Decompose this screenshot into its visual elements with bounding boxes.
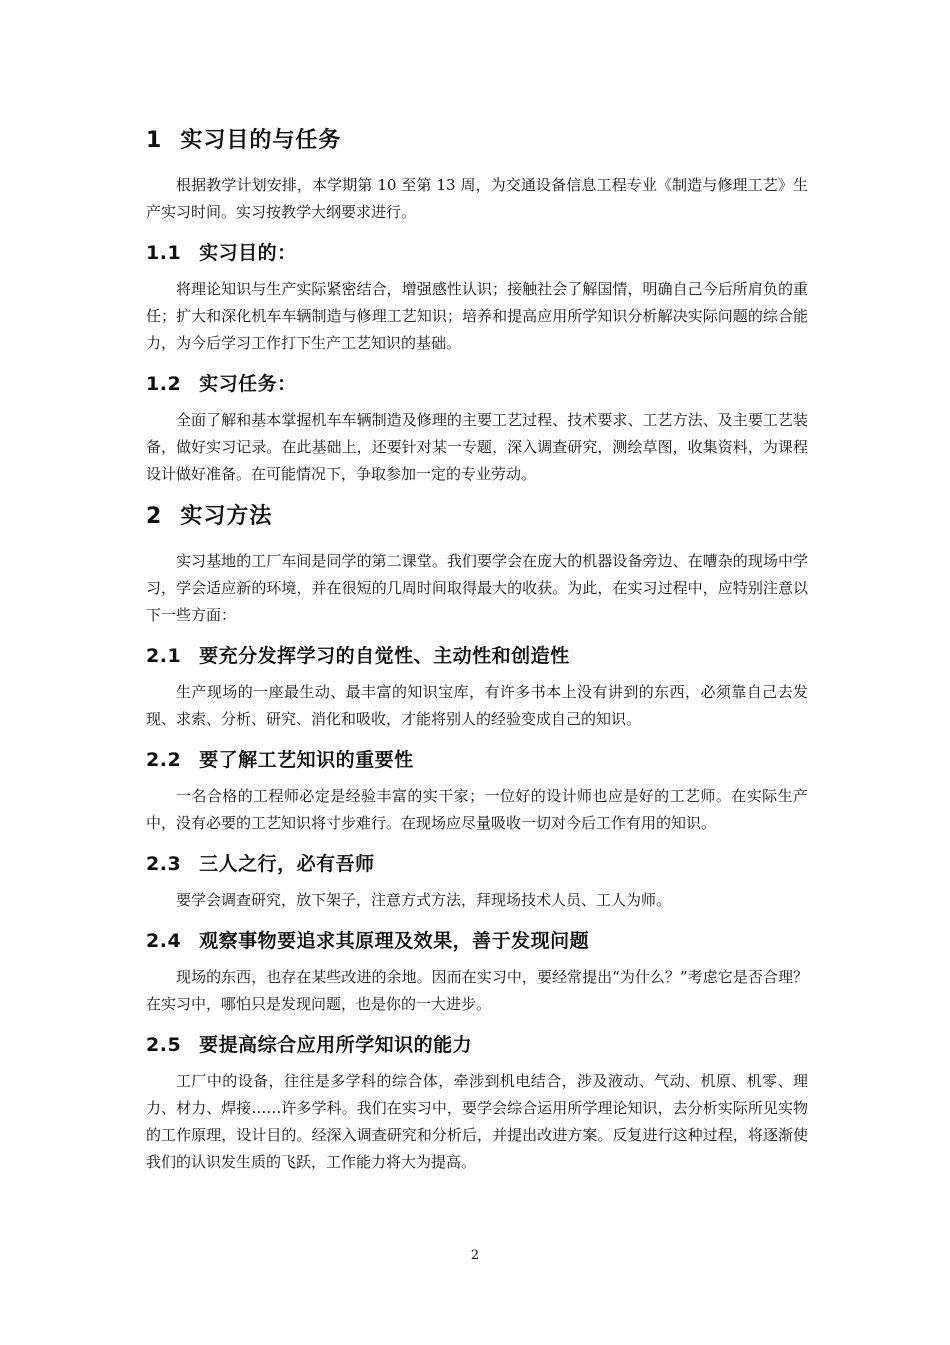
section-number: 1.1 bbox=[146, 242, 182, 264]
paragraph: 工厂中的设备，往往是多学科的综合体，牵涉到机电结合，涉及液动、气动、机原、机零、理力、材力、焊接……许多学科。我们在实习中，要学会综合运用所学理论知识，去分析实际所见实物的工作原理，设计目的。经深入调查研究和分析后，并提出改进方案。反复进行这种过程，将逐渐使我们的认识发生质的飞跃，工作能力将大为提高。 bbox=[146, 1072, 808, 1171]
paragraph: 一名合格的工程师必定是经验丰富的实干家；一位好的设计师也应是好的工艺师。在实际生产中，没有必要的工艺知识将寸步难行。在现场应尽量吸收一切对今后工作有用的知识。 bbox=[146, 787, 808, 832]
paragraph: 实习基地的工厂车间是同学的第二课堂。我们要学会在庞大的机器设备旁边、在嘈杂的现场中学习，学会适应新的环境，并在很短的几周时间取得最大的收获。为此，在实习过程中，应特别注意以下一些方面： bbox=[146, 552, 808, 624]
section-heading-2-3 bbox=[146, 849, 808, 879]
section-title: 实习目的： bbox=[199, 242, 297, 264]
section-number: 2 bbox=[146, 504, 163, 529]
section-heading-2-2 bbox=[146, 745, 808, 775]
paragraph: 根据教学计划安排，本学期第 10 至第 13 周，为交通设备信息工程专业《制造与修理工艺》生产实习时间。实习按教学大纲要求进行。 bbox=[146, 176, 808, 221]
section-heading-2-5 bbox=[146, 1030, 808, 1060]
section-title: 要充分发挥学习的自觉性、主动性和创造性 bbox=[199, 645, 570, 667]
section-title: 实习任务： bbox=[199, 373, 297, 395]
section-number: 2.4 bbox=[146, 930, 182, 952]
paragraph: 要学会调查研究，放下架子，注意方式方法，拜现场技术人员、工人为师。 bbox=[176, 891, 672, 909]
section-heading-1-2 bbox=[146, 369, 808, 399]
section-number: 2.5 bbox=[146, 1034, 182, 1056]
section-number: 1.2 bbox=[146, 373, 182, 395]
section-title: 要提高综合应用所学知识的能力 bbox=[199, 1034, 473, 1056]
section-heading-1-1 bbox=[146, 238, 808, 268]
section-number: 2.3 bbox=[146, 853, 182, 875]
section-number: 2.1 bbox=[146, 645, 182, 667]
section-title: 三人之行，必有吾师 bbox=[199, 853, 375, 875]
section-title: 实习目的与任务 bbox=[180, 128, 342, 153]
paragraph: 全面了解和基本掌握机车车辆制造及修理的主要工艺过程、技术要求、工艺方法、及主要工艺装备，做好实习记录。在此基础上，还要针对某一专题，深入调查研究，测绘草图，收集资料，为课程设计做好准备。在可能情况下，争取参加一定的专业劳动。 bbox=[146, 411, 808, 483]
section-number: 1 bbox=[146, 128, 163, 153]
section-number: 2.2 bbox=[146, 749, 182, 771]
page-number: 2 bbox=[470, 1248, 480, 1263]
paragraph: 现场的东西，也存在某些改进的余地。因而在实习中，要经常提出“为什么？”考虑它是否合理？在实习中，哪怕只是发现问题，也是你的一大进步。 bbox=[146, 968, 808, 1013]
paragraph: 将理论知识与生产实际紧密结合，增强感性认识；接触社会了解国情，明确自己今后所肩负的重任；扩大和深化机车车辆制造与修理工艺知识；培养和提高应用所学知识分析解决实际问题的综合能力，为今后学习工作打下生产工艺知识的基础。 bbox=[146, 280, 808, 352]
section-heading-2-1 bbox=[146, 641, 808, 671]
section-heading-2-4 bbox=[146, 926, 808, 956]
paragraph: 生产现场的一座最生动、最丰富的知识宝库，有许多书本上没有讲到的东西，必须靠自己去发现、求索、分析、研究、消化和吸收，才能将别人的经验变成自己的知识。 bbox=[146, 683, 808, 728]
section-title: 观察事物要追求其原理及效果，善于发现问题 bbox=[199, 930, 590, 952]
document-body bbox=[146, 124, 808, 1188]
section-heading-1 bbox=[146, 124, 808, 158]
section-heading-2 bbox=[146, 500, 808, 534]
section-title: 实习方法 bbox=[180, 504, 273, 529]
section-title: 要了解工艺知识的重要性 bbox=[199, 749, 414, 771]
